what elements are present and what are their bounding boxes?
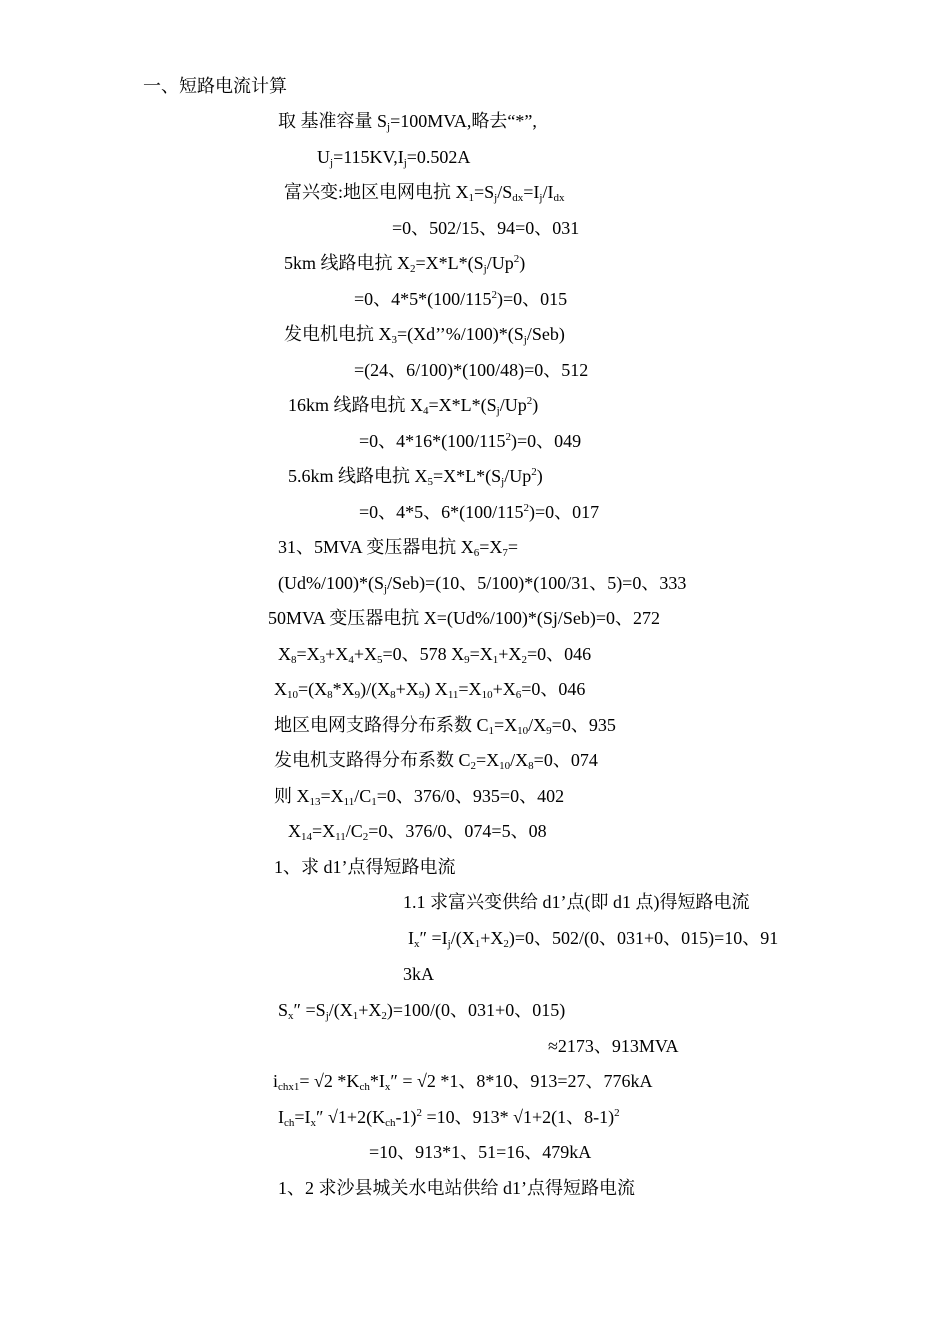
text-run: =I xyxy=(523,182,540,202)
text-run: =X xyxy=(469,644,493,664)
text-run: ≈2173、913MVA xyxy=(548,1036,679,1056)
formula-line xyxy=(278,998,565,1022)
text-run: )=0、502/(0、031+0、015)=10、91 xyxy=(508,928,779,948)
text-run: =0、935 xyxy=(551,715,616,735)
superscript: 2 xyxy=(531,466,537,478)
subscript: 5 xyxy=(427,476,433,488)
text-run: ) xyxy=(536,466,543,486)
subscript: 10 xyxy=(287,689,298,701)
subscript: 2 xyxy=(503,938,509,950)
subscript: 8 xyxy=(291,654,297,666)
subscript: 9 xyxy=(354,689,361,701)
subscript: ch xyxy=(385,1117,396,1129)
subscript: ch xyxy=(284,1117,295,1129)
text-run: /(X xyxy=(450,928,475,948)
text-run: 则 X xyxy=(274,786,310,806)
formula-line xyxy=(274,855,456,879)
text-run: )=100/(0、031+0、015) xyxy=(386,1000,566,1020)
text-run: X xyxy=(288,821,301,841)
subscript: 2 xyxy=(410,263,416,275)
text-run: =X xyxy=(458,679,482,699)
text-run: =0、046 xyxy=(521,679,586,699)
formula-line xyxy=(278,109,537,133)
text-run: /Up xyxy=(486,253,514,273)
text-run: =X xyxy=(312,821,336,841)
text-run: -1) xyxy=(395,1107,417,1127)
text-run: =(X xyxy=(298,679,328,699)
text-run: +X xyxy=(353,644,377,664)
formula-line xyxy=(408,926,778,950)
formula-line xyxy=(548,1034,679,1058)
subscript: 10 xyxy=(481,689,493,701)
subscript: j xyxy=(325,1010,329,1022)
text-run: = √2 *K xyxy=(299,1071,360,1091)
superscript: 2 xyxy=(523,502,529,514)
subscript: chx1 xyxy=(278,1081,300,1093)
formula-line xyxy=(354,287,567,311)
text-run: 取 基准容量 S xyxy=(278,111,388,131)
subscript: x xyxy=(288,1010,294,1022)
text-run: I xyxy=(278,1107,284,1127)
text-run: /Up xyxy=(504,466,532,486)
subscript: j xyxy=(387,121,391,133)
formula-line xyxy=(284,180,564,204)
text-run: /S xyxy=(497,182,513,202)
text-run: /(X xyxy=(328,1000,353,1020)
subscript: j xyxy=(447,938,451,950)
text-run: X xyxy=(274,679,287,699)
subscript: j xyxy=(384,583,388,595)
subscript: 9 xyxy=(546,725,552,737)
text-run: =X xyxy=(296,644,320,664)
text-run: +X xyxy=(498,644,522,664)
text-run: 1、求 d1’点得短路电流 xyxy=(274,857,456,877)
subscript: 9 xyxy=(464,654,470,666)
formula-line xyxy=(278,571,686,595)
text-run: 1.1 求富兴变供给 d1’点(即 d1 点)得短路电流 xyxy=(403,892,750,912)
subscript: x xyxy=(310,1117,317,1129)
text-run: )/(X xyxy=(360,679,391,699)
text-run: =0.502A xyxy=(406,147,471,167)
text-run: /C xyxy=(345,821,363,841)
text-run: =100MVA,略去“*”, xyxy=(390,111,537,131)
subscript: j xyxy=(496,405,500,417)
text-run: =X xyxy=(494,715,518,735)
text-run: =I xyxy=(294,1107,311,1127)
text-run: *X xyxy=(332,679,355,699)
subscript: 4 xyxy=(348,654,354,666)
text-run: /I xyxy=(542,182,554,202)
text-run: /X xyxy=(528,715,547,735)
formula-line xyxy=(268,606,660,630)
text-run: /Seb) xyxy=(526,324,565,344)
subscript: j xyxy=(523,334,527,346)
text-run: 16km 线路电抗 X xyxy=(288,395,423,415)
superscript: 2 xyxy=(491,289,497,301)
text-run: 发电机电抗 X xyxy=(284,324,392,344)
subscript: 13 xyxy=(309,796,321,808)
text-run: +X xyxy=(480,928,504,948)
formula-line xyxy=(359,429,581,453)
subscript: 1 xyxy=(371,796,377,808)
text-run: ″ =S xyxy=(293,1000,326,1020)
text-run: =115KV,I xyxy=(333,147,404,167)
subscript: x xyxy=(414,938,420,950)
formula-line xyxy=(278,535,518,559)
text-run: =0、376/0、074=5、08 xyxy=(368,821,547,841)
text-run: =0、4*16*(100/115 xyxy=(359,431,506,451)
superscript: 2 xyxy=(614,1107,620,1119)
text-run: /Up xyxy=(499,395,527,415)
formula-line xyxy=(284,251,525,275)
subscript: j xyxy=(539,192,543,204)
text-run: +X xyxy=(325,644,349,664)
text-run: I xyxy=(408,928,414,948)
subscript: 1 xyxy=(488,725,495,737)
subscript: ch xyxy=(359,1081,370,1093)
superscript: 2 xyxy=(505,431,511,443)
formula-line xyxy=(274,748,598,772)
formula-line xyxy=(278,1105,620,1129)
subscript: 11 xyxy=(447,689,459,701)
text-run: 31、5MVA 变压器电抗 X xyxy=(278,537,474,557)
text-run: =0、046 xyxy=(526,644,592,664)
subscript: 8 xyxy=(528,760,534,772)
formula-line xyxy=(278,642,591,666)
subscript: 11 xyxy=(335,831,346,843)
text-run: /C xyxy=(354,786,372,806)
superscript: 2 xyxy=(416,1107,422,1119)
text-run: /Seb)=(10、5/100)*(100/31、5)=0、333 xyxy=(387,573,687,593)
text-run: +X xyxy=(492,679,516,699)
text-run: =0、4*5、6*(100/115 xyxy=(359,502,524,522)
text-run: =X*L*(S xyxy=(415,253,484,273)
text-run: )=0、015 xyxy=(496,289,568,309)
text-run: /X xyxy=(510,750,529,770)
text-run: U xyxy=(317,147,330,167)
text-run: 50MVA 变压器电抗 X=(Ud%/100)*(Sj/Seb)=0、272 xyxy=(268,608,660,628)
text-run: =(24、6/100)*(100/48)=0、512 xyxy=(354,360,589,380)
subscript: 2 xyxy=(521,654,527,666)
subscript: 6 xyxy=(473,547,480,559)
text-run: 富兴变:地区电网电抗 X xyxy=(284,182,469,202)
text-run: S xyxy=(278,1000,289,1020)
subscript: 3 xyxy=(319,654,326,666)
text-run: =X xyxy=(479,537,503,557)
text-run: 地区电网支路得分布系数 C xyxy=(274,715,489,735)
text-run: ″ √1+2(K xyxy=(316,1107,386,1127)
formula-line xyxy=(403,962,434,986)
formula-line xyxy=(392,216,579,240)
text-run: ″ = √2 *1、8*10、913=27、776kA xyxy=(390,1071,653,1091)
text-run: ″ =I xyxy=(419,928,448,948)
subscript: 10 xyxy=(499,760,511,772)
subscript: 9 xyxy=(418,689,425,701)
subscript: 4 xyxy=(423,405,429,417)
formula-line xyxy=(354,358,588,382)
heading-text: 一、短路电流计算 xyxy=(143,76,287,96)
formula-line xyxy=(274,677,585,701)
subscript: 1 xyxy=(468,192,474,204)
subscript: dx xyxy=(512,192,524,204)
text-run: =X*L*(S xyxy=(433,466,502,486)
text-run: 5km 线路电抗 X xyxy=(284,253,410,273)
text-run: 5.6km 线路电抗 X xyxy=(288,466,428,486)
formula-line xyxy=(288,464,543,488)
formula-line xyxy=(288,819,547,843)
text-run: 1、2 求沙县城关水电站供给 d1’点得短路电流 xyxy=(278,1178,635,1198)
subscript: j xyxy=(501,476,505,488)
text-run: (Ud%/100)*(S xyxy=(278,573,384,593)
text-run: =10、913* √1+2(1、8-1) xyxy=(421,1107,615,1127)
subscript: 2 xyxy=(470,760,477,772)
subscript: 14 xyxy=(301,831,312,843)
text-run: 发电机支路得分布系数 C xyxy=(274,750,471,770)
subscript: 8 xyxy=(390,689,396,701)
text-run: +X xyxy=(358,1000,382,1020)
subscript: 1 xyxy=(492,654,499,666)
text-run: =0、074 xyxy=(533,750,598,770)
formula-line xyxy=(274,713,616,737)
subscript: 3 xyxy=(391,334,397,346)
formula-line xyxy=(317,145,470,169)
text-run: ) xyxy=(519,253,526,273)
formula-line xyxy=(369,1140,591,1164)
formula-line xyxy=(284,322,565,346)
superscript: 2 xyxy=(526,395,533,407)
subscript: 11 xyxy=(343,796,355,808)
text-run: )=0、017 xyxy=(528,502,600,522)
text-run: =0、376/0、935=0、402 xyxy=(376,786,565,806)
subscript: dx xyxy=(553,192,565,204)
subscript: 2 xyxy=(381,1010,387,1022)
text-run: +X xyxy=(395,679,419,699)
subscript: 5 xyxy=(376,654,383,666)
formula-line xyxy=(403,890,749,914)
formula-line xyxy=(274,784,564,808)
subscript: 8 xyxy=(327,689,333,701)
text-run: )=0、049 xyxy=(510,431,582,451)
text-run: *I xyxy=(369,1071,385,1091)
text-run: =X xyxy=(476,750,500,770)
text-run: X xyxy=(278,644,291,664)
text-run: =10、913*1、51=16、479kA xyxy=(369,1142,592,1162)
subscript: 2 xyxy=(362,831,369,843)
formula-line xyxy=(273,1069,653,1093)
section-heading xyxy=(143,74,287,98)
subscript: j xyxy=(483,263,487,275)
subscript: j xyxy=(494,192,498,204)
text-run: =S xyxy=(474,182,495,202)
formula-line xyxy=(359,500,599,524)
subscript: 6 xyxy=(515,689,522,701)
text-run: =0、4*5*(100/115 xyxy=(354,289,492,309)
formula-line xyxy=(288,393,538,417)
text-run: =(Xd’’%/100)*(S xyxy=(397,324,524,344)
superscript: 2 xyxy=(513,253,520,265)
formula-line xyxy=(278,1176,635,1200)
subscript: 7 xyxy=(502,547,508,559)
text-run: =X xyxy=(320,786,344,806)
text-run: =0、502/15、94=0、031 xyxy=(392,218,580,238)
subscript: j xyxy=(330,157,334,169)
text-run: 3kA xyxy=(403,964,434,984)
subscript: j xyxy=(403,157,407,169)
subscript: 1 xyxy=(474,938,481,950)
subscript: x xyxy=(384,1081,391,1093)
subscript: 1 xyxy=(352,1010,359,1022)
text-run: ) X xyxy=(424,679,448,699)
subscript: 10 xyxy=(517,725,529,737)
text-run: =0、578 X xyxy=(382,644,465,664)
text-run: = xyxy=(507,537,519,557)
text-run: ) xyxy=(532,395,539,415)
text-run: =X*L*(S xyxy=(428,395,497,415)
text-run: i xyxy=(273,1071,279,1091)
